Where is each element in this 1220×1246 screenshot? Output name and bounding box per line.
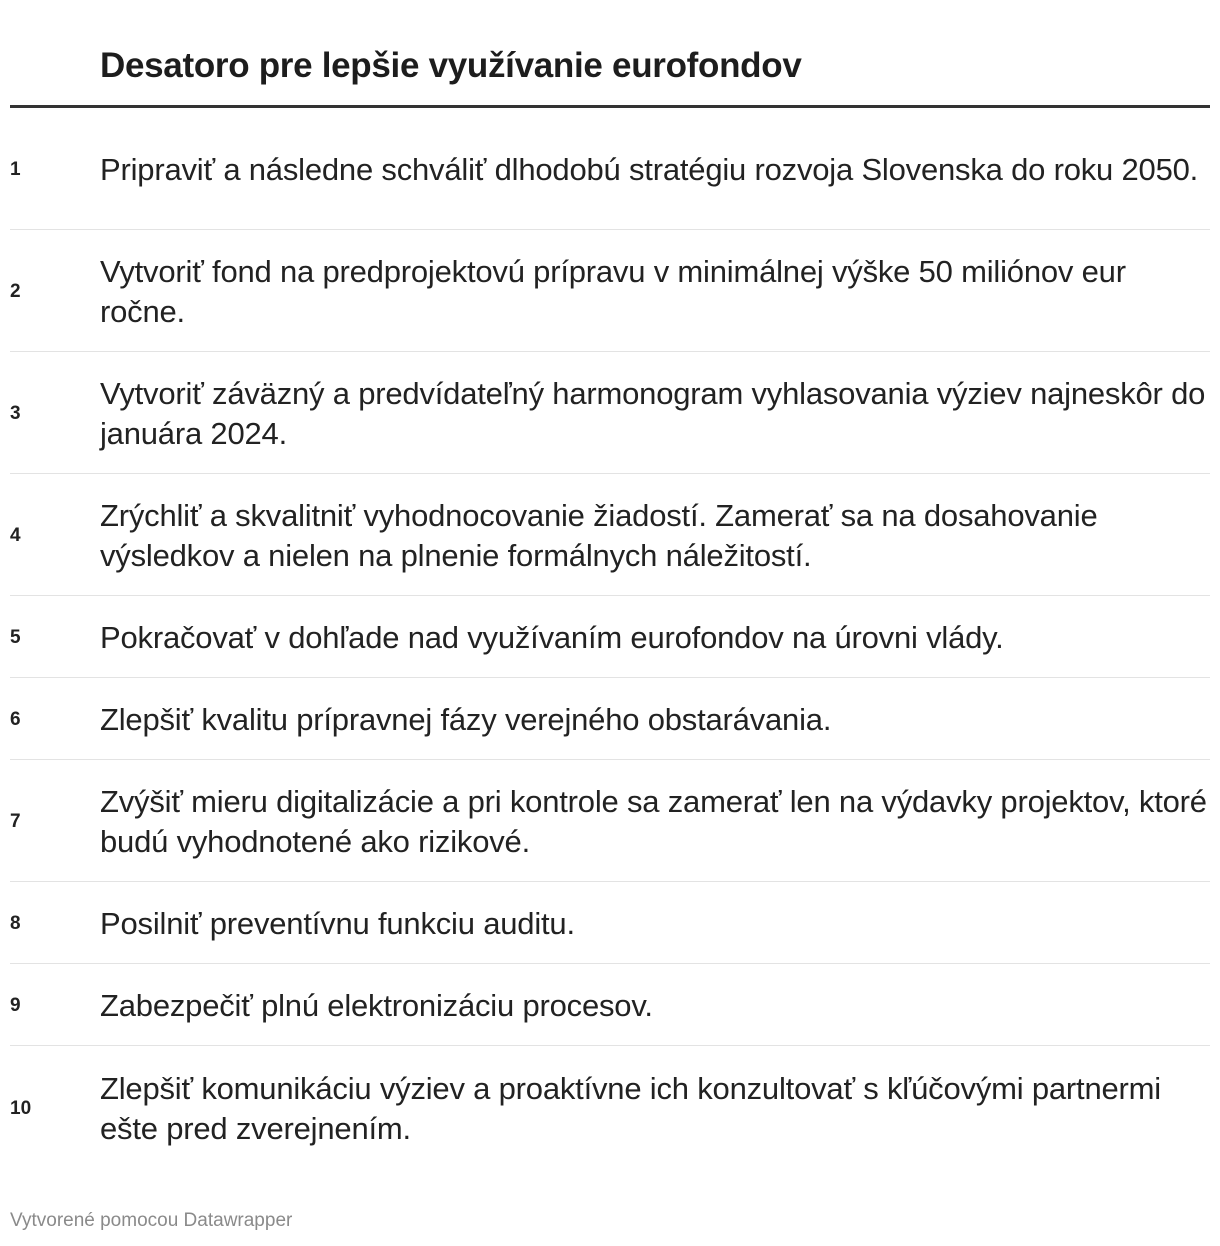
table-row: [10, 596, 1210, 678]
row-text: Zlepšiť kvalitu prípravnej fázy verejného obstarávania.: [100, 701, 832, 737]
row-number: 7: [10, 810, 21, 832]
table-row: [10, 352, 1210, 474]
table-header: [10, 0, 1210, 108]
table-title: Desatoro pre lepšie využívanie eurofondov: [100, 46, 802, 85]
row-text: Zrýchliť a skvalitniť vyhodnocovanie žiadostí. Zamerať sa na dosahovanie výsledkov a nielen na plnenie formálnych náležitostí.: [100, 497, 1098, 573]
row-number: 1: [10, 158, 21, 180]
table-row: [10, 474, 1210, 596]
row-text: Vytvoriť fond na predprojektovú prípravu v minimálnej výške 50 miliónov eur ročne.: [100, 253, 1126, 329]
table-row: [10, 964, 1210, 1046]
row-number: 4: [10, 524, 21, 546]
table-row: [10, 1046, 1210, 1170]
row-text: Zvýšiť mieru digitalizácie a pri kontrole sa zamerať len na výdavky projektov, ktoré budú vyhodnotené ako rizikové.: [100, 783, 1207, 859]
table-row: [10, 882, 1210, 964]
table-row: [10, 760, 1210, 882]
row-text: Zabezpečiť plnú elektronizáciu procesov.: [100, 987, 653, 1023]
row-number: 2: [10, 280, 21, 302]
row-number: 8: [10, 912, 21, 934]
row-number: 5: [10, 626, 21, 648]
row-number: 9: [10, 994, 21, 1016]
row-number: 10: [10, 1098, 32, 1119]
row-text: Vytvoriť záväzný a predvídateľný harmonogram vyhlasovania výziev najneskôr do januára 2024.: [100, 375, 1206, 451]
row-text: Pripraviť a následne schváliť dlhodobú stratégiu rozvoja Slovenska do roku 2050.: [100, 151, 1199, 187]
row-number: 3: [10, 402, 21, 424]
row-text: Zlepšiť komunikáciu výziev a proaktívne ich konzultovať s kľúčovými partnermi ešte pred zverejnením.: [100, 1071, 1161, 1146]
row-text: Posilniť preventívnu funkciu auditu.: [100, 905, 575, 941]
row-number: 6: [10, 708, 21, 730]
footer-credit: Vytvorené pomocou Datawrapper: [10, 1210, 293, 1231]
table-row: [10, 678, 1210, 760]
table-row: [10, 230, 1210, 352]
table-row: [10, 108, 1210, 230]
row-text: Pokračovať v dohľade nad využívaním eurofondov na úrovni vlády.: [100, 619, 1004, 655]
data-table: [10, 0, 1210, 1170]
